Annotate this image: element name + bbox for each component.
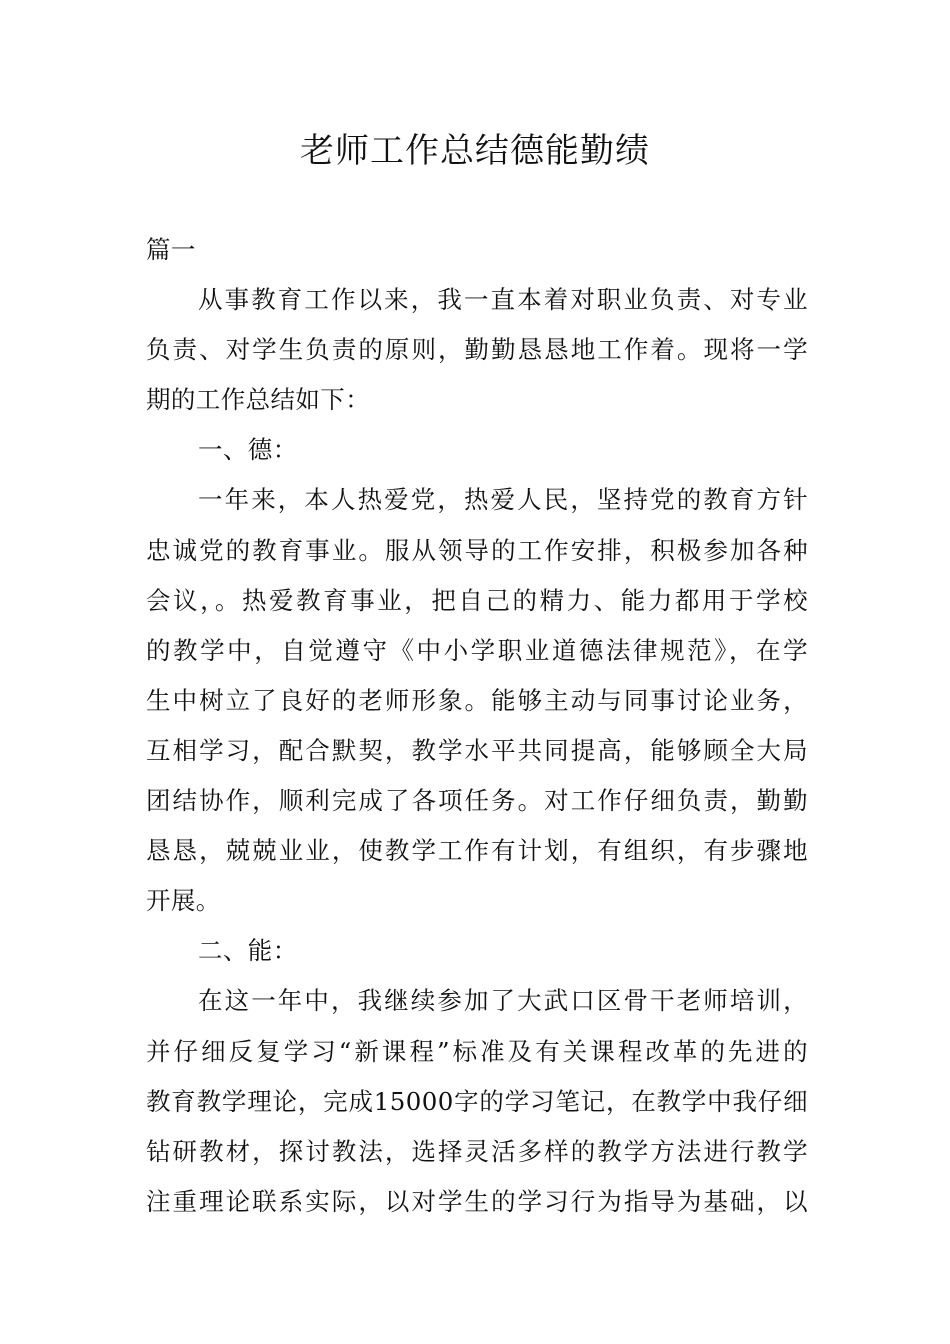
heading-de: 一、德： [198, 435, 298, 465]
neng-paragraph-line: 钻研教材，探讨教法，选择灵活多样的教学方法进行教学 [146, 1136, 808, 1166]
intro-line: 期的工作总结如下： [146, 385, 371, 415]
intro-line: 负责、对学生负责的原则，勤勤恳恳地工作着。现将一学 [146, 335, 808, 365]
heading-neng: 二、能： [198, 936, 298, 966]
de-paragraph-line: 互相学习，配合默契，教学水平共同提高，能够顾全大局 [146, 735, 808, 765]
de-paragraph-line: 一年来，本人热爱党，热爱人民，坚持党的教育方针 [198, 485, 808, 515]
de-paragraph-line: 会议，。热爱教育事业，把自己的精力、能力都用于学校 [146, 585, 808, 615]
de-paragraph-line: 的教学中，自觉遵守《中小学职业道德法律规范》，在学 [146, 635, 808, 665]
document-title: 老师工作总结德能勤绩 [300, 131, 650, 171]
intro-line: 从事教育工作以来，我一直本着对职业负责、对专业 [198, 285, 808, 315]
neng-paragraph-line: 注重理论联系实际，以对学生的学习行为指导为基础，以 [146, 1186, 808, 1216]
de-paragraph-line: 生中树立了良好的老师形象。能够主动与同事讨论业务， [146, 685, 808, 715]
document-body [146, 225, 808, 1227]
de-paragraph-line: 团结协作，顺利完成了各项任务。对工作仔细负责，勤勤 [146, 786, 808, 816]
section-label: 篇一 [146, 235, 196, 264]
neng-paragraph-line: 教育教学理论，完成15000字的学习笔记，在教学中我仔细 [146, 1086, 808, 1116]
de-paragraph-line: 恳恳，兢兢业业，使教学工作有计划，有组织，有步骤地 [146, 836, 808, 866]
neng-paragraph-line: 并仔细反复学习“新课程”标准及有关课程改革的先进的 [146, 1036, 808, 1066]
de-paragraph-line: 开展。 [146, 886, 221, 916]
neng-paragraph-line: 在这一年中，我继续参加了大武口区骨干老师培训， [198, 986, 808, 1016]
de-paragraph-line: 忠诚党的教育事业。服从领导的工作安排，积极参加各种 [146, 535, 808, 565]
